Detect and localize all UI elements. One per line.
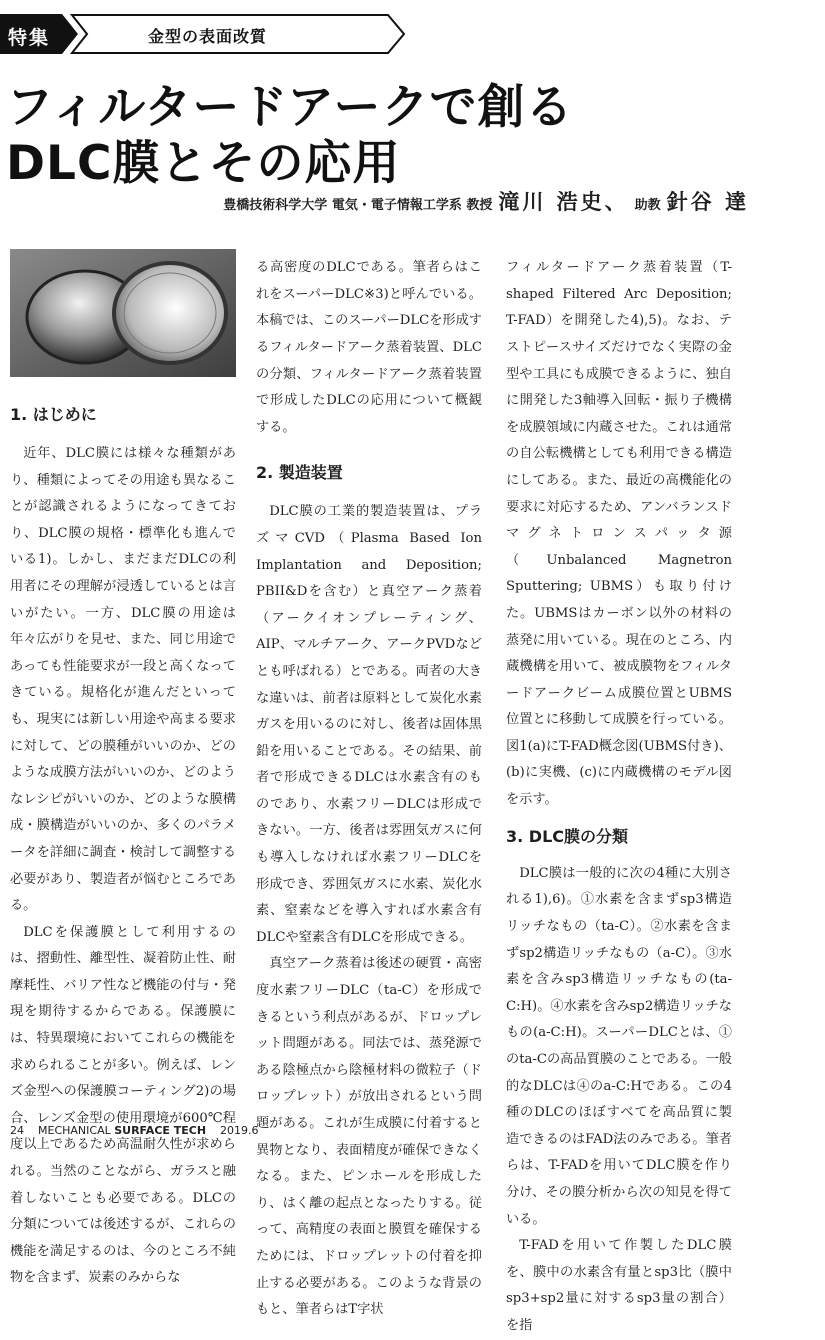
author-affiliation: 豊橋技術科学大学 電気・電子情報工学系 教授 <box>223 198 493 213</box>
article-title-line1: フィルタードアークで創る <box>6 80 574 135</box>
section-heading-equipment: 2. 製造装置 <box>256 463 343 483</box>
feature-subject: 金型の表面改質 <box>148 27 268 46</box>
magazine-name-prefix: MECHANICAL <box>38 1124 111 1137</box>
lens-photo <box>10 249 236 377</box>
lens-mold-image <box>10 249 236 377</box>
byline <box>223 186 749 216</box>
paragraph: DLC膜の工業的製造装置は、プラズマCVD（Plasma Based Ion Implantation and Deposition; PBII&Dを含む）と真空アーク蒸着（アークイオンプレーティング、AIP、マルチアーク、アークPVDなどとも呼ばれる）とである。両者の大きな違いは、前者は原料として炭化水素ガスを用いるのに対し、後者は固体黒鉛を用いることである。その結果、前者で形成できるDLCは水素含有のものであり、水素フリーDLCは形成できない。一方、後者は雰囲気ガスに何も導入しなければ水素フリーDLCを形成でき、雰囲気ガスに水素、炭化水素、窒素などを導入すれば水素含有DLCや窒素含有DLCを形成できる。 <box>256 504 482 945</box>
author-role-2: 助教 <box>634 198 661 213</box>
author-name-2: 針谷 達 <box>666 189 749 214</box>
paragraph: フィルタードアーク蒸着装置（T-shaped Filtered Arc Deposition; T-FAD）を開発した4),5)。なお、テストピースサイズだけでなく実際の金型や工具にも成膜できるように、独自に開発した3軸導入回転・振り子機構を成膜領域に内蔵させた。これは通常の自公転機構としても利用できる構造にしてある。また、最近の高機能化の要求に対応するため、アンバランスドマグネトロンスパッタ源（Unbalanced Magnetron Sputtering; UBMS）も取り付けた。UBMSはカーボン以外の材料の蒸発に用いている。現在のところ、内蔵機構を用いて、被成膜物をフィルタードアークビーム成膜位置とUBMS位置とに移動して成膜を行っている。図1(a)にT-FAD概念図(UBMS付き)、(b)に実機、(c)に内蔵機構のモデル図を示す。 <box>506 260 732 808</box>
paragraph: る高密度のDLCである。筆者らはこれをスーパーDLC※3)と呼んでいる。本稿では、このスーパーDLCを形成するフィルタードアーク蒸着装置、DLCの分類、フィルタードアーク蒸着装置で形成したDLCの応用について概観する。 <box>256 260 482 435</box>
paragraph: 真空アーク蒸着は後述の硬質・高密度水素フリーDLC（ta-C）を形成できるという利点があるが、ドロップレット問題がある。同法では、蒸発源である陰極点から陰極材料の微粒子（ドロップレット）が放出されるという問題がある。これが生成膜に付着すると異物となり、表面精度が確保できなくなる。また、ピンホールを形成したり、はく離の起点となったりする。従って、高精度の表面と膜質を確保するためには、ドロップレットの付着を抑止する必要がある。このような背景のもと、筆者らはT字状 <box>256 956 482 1318</box>
paragraph: 近年、DLC膜には様々な種類があり、種類によってその用途も異なることが認識されるようになってきており、DLC膜の規格・標準化も進んでいる1)。しかし、まだまだDLCの利用者にその理解が浸透しているとは言いがたい。一方、DLC膜の用途は年々広がりを見せ、また、同じ用途であっても性能要求が一段と高くなってきている。規格化が進んだといっても、現実には新しい用途や高まる要求に対して、どの膜種がいいのか、どのような成膜方法がいいのか、どのようなレシピがいいのか、どのような膜構成・膜構造がいいのか、多くのパラメータを詳細に調査・検討して調整する必要があり、製造者が悩むところである。 <box>10 446 236 914</box>
paragraph: DLCを保護膜として利用するのは、摺動性、離型性、凝着防止性、耐摩耗性、バリア性など機能の付与・発現を期待するからである。保護膜には、特異環境においてこれらの機能を求められることが多い。例えば、レンズ金型への保護膜コーティング2)の場合、レンズ金型の使用環境が600℃程度以上であるため高温耐久性が求められる。当然のことながら、ガラスと融着しないことも必要である。DLCの分類については後述するが、これらの機能を満足するのは、今のところ不純物を含まず、炭素のみからな <box>10 924 236 1286</box>
page-footer <box>10 1124 259 1137</box>
section-heading-intro: 1. はじめに <box>10 405 97 424</box>
feature-tag: 特集 <box>8 27 51 49</box>
column-2 <box>256 242 482 1324</box>
author-name-1: 滝川 浩史、 <box>498 189 629 214</box>
section-heading-classification: 3. DLC膜の分類 <box>506 826 629 846</box>
magazine-name-bold: SURFACE TECH <box>114 1124 207 1137</box>
article-title-line2: DLC膜とその応用 <box>6 136 401 191</box>
feature-header-banner <box>0 14 410 54</box>
paragraph: T-FADを用いて作製したDLC膜を、膜中の水素含有量とsp3比（膜中sp3+sp2量に対するsp3量の割合）を指 <box>506 1238 732 1333</box>
issue-date: 2019.6 <box>220 1124 259 1137</box>
page-number: 24 <box>10 1124 24 1137</box>
column-3 <box>506 242 732 1340</box>
paragraph: DLC膜は一般的に次の4種に大別される1),6)。①水素を含まずsp3構造リッチなもの（ta-C）。②水素を含まずsp2構造リッチなもの（a-C）。③水素を含みsp3構造リッチなもの(ta-C:H)。④水素を含みsp2構造リッチなもの(a-C:H)。スーパーDLCとは、①のta-Cの高品質膜のことである。一般的なDLCは④のa-C:Hである。この4種のDLCのほぼすべてを高品質に製造できるのはFAD法のみである。筆者らは、T-FADを用いてDLC膜を作り分け、その膜分析から次の知見を得ている。 <box>506 865 732 1227</box>
column-1 <box>10 405 236 1292</box>
magazine-name <box>38 1124 206 1137</box>
